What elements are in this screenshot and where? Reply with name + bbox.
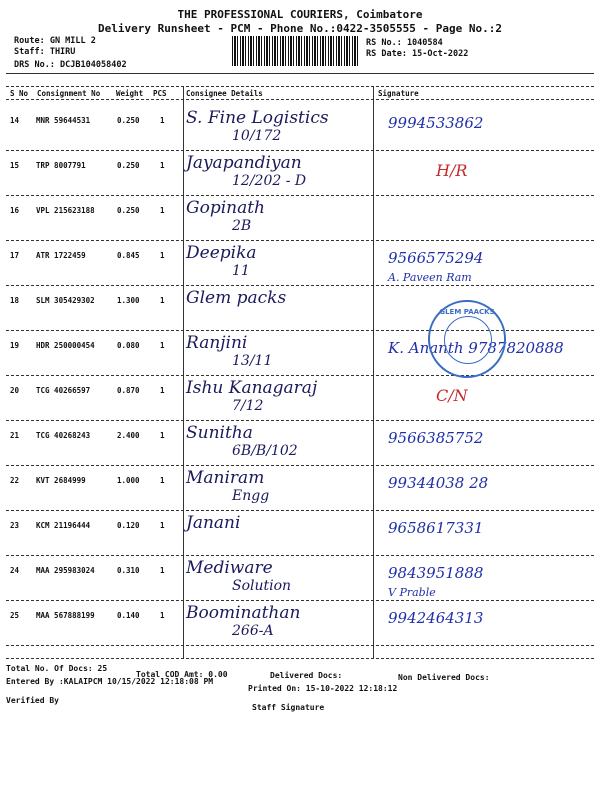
column-divider (373, 86, 374, 658)
company-title: THE PROFESSIONAL COURIERS, Coimbatore (177, 8, 423, 21)
row-consignment-no: SLM 305429302 (36, 296, 95, 305)
row-separator (6, 600, 594, 601)
row-pcs: 1 (160, 386, 165, 395)
row-weight: 0.250 (117, 206, 140, 215)
row-separator (6, 150, 594, 151)
row-sno: 20 (10, 386, 20, 395)
consignee-handwriting: Deepika (186, 243, 257, 263)
consignee-handwriting: Gopinath (186, 198, 265, 218)
col-sno: S No (10, 89, 29, 98)
col-pcs: PCS (153, 89, 167, 98)
row-weight: 0.120 (117, 521, 140, 530)
delivered-docs: Delivered Docs: (270, 671, 343, 680)
consignee-handwriting: Ishu Kanagaraj (186, 378, 318, 398)
row-pcs: 1 (160, 521, 165, 530)
barcode (232, 36, 360, 66)
consignee-handwriting: Mediware (186, 558, 273, 578)
row-consignment-no: KCM 21196444 (36, 521, 91, 530)
company-stamp (428, 300, 506, 378)
row-consignment-no: TRP 8007791 (36, 161, 86, 170)
row-consignment-no: TCG 40268243 (36, 431, 91, 440)
consignee-handwriting: Ranjini (186, 333, 248, 353)
total-docs: Total No. Of Docs: 25 (6, 664, 108, 673)
non-delivered-docs: Non Delivered Docs: (398, 673, 490, 682)
row-separator (6, 375, 594, 376)
signature-handwriting: 9994533862 (388, 114, 484, 132)
row-pcs: 1 (160, 566, 165, 575)
row-sno: 21 (10, 431, 20, 440)
staff-signature: Staff Signature (252, 703, 325, 712)
drs-number: DRS No.: DCJB104058402 (14, 60, 127, 70)
col-weight: Weight (116, 89, 144, 98)
row-pcs: 1 (160, 296, 165, 305)
rs-date: RS Date: 15-Oct-2022 (366, 49, 469, 59)
signature-handwriting: 9942464313 (388, 609, 484, 627)
row-separator (6, 555, 594, 556)
signature-handwriting: 9566385752 (388, 429, 484, 447)
row-sno: 14 (10, 116, 20, 125)
stamp-text: GLEM PAACKS (439, 308, 495, 316)
row-pcs: 1 (160, 476, 165, 485)
col-consignee: Consignee Details (186, 89, 263, 98)
total-cod: Total COD Amt: 0.00 (136, 670, 228, 679)
row-separator (6, 240, 594, 241)
row-consignment-no: TCG 40266597 (36, 386, 91, 395)
row-sno: 25 (10, 611, 20, 620)
signature-handwriting: 9658617331 (388, 519, 484, 537)
row-pcs: 1 (160, 251, 165, 260)
row-consignment-no: MAA 295983024 (36, 566, 95, 575)
consignee-handwriting: 6B/B/102 (232, 443, 298, 459)
signature-handwriting: A. Paveen Ram (388, 271, 472, 284)
signature-mark: H/R (436, 161, 468, 180)
row-sno: 19 (10, 341, 20, 350)
signature-handwriting: 9843951888 (388, 564, 484, 582)
row-sno: 16 (10, 206, 20, 215)
header-separator (6, 73, 594, 74)
row-pcs: 1 (160, 431, 165, 440)
row-separator (6, 510, 594, 511)
staff-text: Staff: THIRU (14, 47, 76, 57)
consignee-handwriting: 10/172 (232, 128, 282, 144)
verified-by: Verified By (6, 696, 59, 705)
consignee-handwriting: Solution (232, 578, 292, 594)
row-sno: 17 (10, 251, 20, 260)
signature-mark: C/N (436, 386, 468, 405)
consignee-handwriting: Glem packs (186, 288, 287, 308)
col-signature: Signature (378, 89, 419, 98)
row-separator (6, 465, 594, 466)
row-pcs: 1 (160, 161, 165, 170)
row-separator (6, 645, 594, 646)
consignee-handwriting: Boominathan (186, 603, 301, 623)
runsheet-title: Delivery Runsheet - PCM - Phone No.:0422-3505555 - Page No.:2 (98, 22, 502, 35)
signature-handwriting: K. Ananth 9787820888 (388, 339, 564, 357)
consignee-handwriting: 11 (232, 263, 250, 279)
row-sno: 18 (10, 296, 20, 305)
row-consignment-no: HDR 250000454 (36, 341, 95, 350)
consignee-handwriting: 13/11 (232, 353, 273, 369)
consignee-handwriting: 2B (232, 218, 252, 234)
signature-handwriting: V Prable (388, 586, 436, 599)
row-pcs: 1 (160, 341, 165, 350)
signature-handwriting: 9566575294 (388, 249, 484, 267)
signature-handwriting: 99344038 28 (388, 474, 489, 492)
row-weight: 0.250 (117, 161, 140, 170)
table-top-rule (6, 86, 594, 87)
row-weight: 1.300 (117, 296, 140, 305)
row-consignment-no: KVT 2684999 (36, 476, 86, 485)
row-pcs: 1 (160, 116, 165, 125)
consignee-handwriting: Maniram (186, 468, 265, 488)
row-weight: 1.000 (117, 476, 140, 485)
row-separator (6, 195, 594, 196)
row-separator (6, 285, 594, 286)
column-divider (183, 86, 184, 658)
col-consignment: Consignment No (37, 89, 101, 98)
row-weight: 0.250 (117, 116, 140, 125)
row-weight: 0.140 (117, 611, 140, 620)
row-consignment-no: VPL 215623188 (36, 206, 95, 215)
row-consignment-no: MAA 567888199 (36, 611, 95, 620)
consignee-handwriting: Engg (232, 488, 270, 504)
row-weight: 0.080 (117, 341, 140, 350)
entered-by: Entered By :KALAIPCM 10/15/2022 12:18:08 PM (6, 677, 214, 686)
row-weight: 0.870 (117, 386, 140, 395)
stamp-ring (444, 316, 492, 364)
route-text: Route: GN MILL 2 (14, 36, 96, 46)
consignee-handwriting: Janani (186, 513, 241, 533)
row-consignment-no: MNR 59644531 (36, 116, 91, 125)
table-header-rule (6, 99, 594, 100)
consignee-handwriting: Sunitha (186, 423, 253, 443)
consignee-handwriting: S. Fine Logistics (186, 108, 329, 128)
row-weight: 0.845 (117, 251, 140, 260)
row-weight: 0.310 (117, 566, 140, 575)
row-separator (6, 420, 594, 421)
table-bottom-rule (6, 658, 594, 659)
printed-on: Printed On: 15-10-2022 12:18:12 (248, 684, 398, 693)
row-sno: 15 (10, 161, 20, 170)
consignee-handwriting: 7/12 (232, 398, 264, 414)
row-sno: 23 (10, 521, 20, 530)
consignee-handwriting: 266-A (232, 623, 274, 639)
row-weight: 2.400 (117, 431, 140, 440)
rs-number: RS No.: 1040584 (366, 38, 443, 48)
row-pcs: 1 (160, 206, 165, 215)
consignee-handwriting: 12/202 - D (232, 173, 307, 189)
row-pcs: 1 (160, 611, 165, 620)
row-consignment-no: ATR 1722459 (36, 251, 86, 260)
consignee-handwriting: Jayapandiyan (186, 153, 302, 173)
row-separator (6, 330, 594, 331)
row-sno: 22 (10, 476, 20, 485)
row-sno: 24 (10, 566, 20, 575)
